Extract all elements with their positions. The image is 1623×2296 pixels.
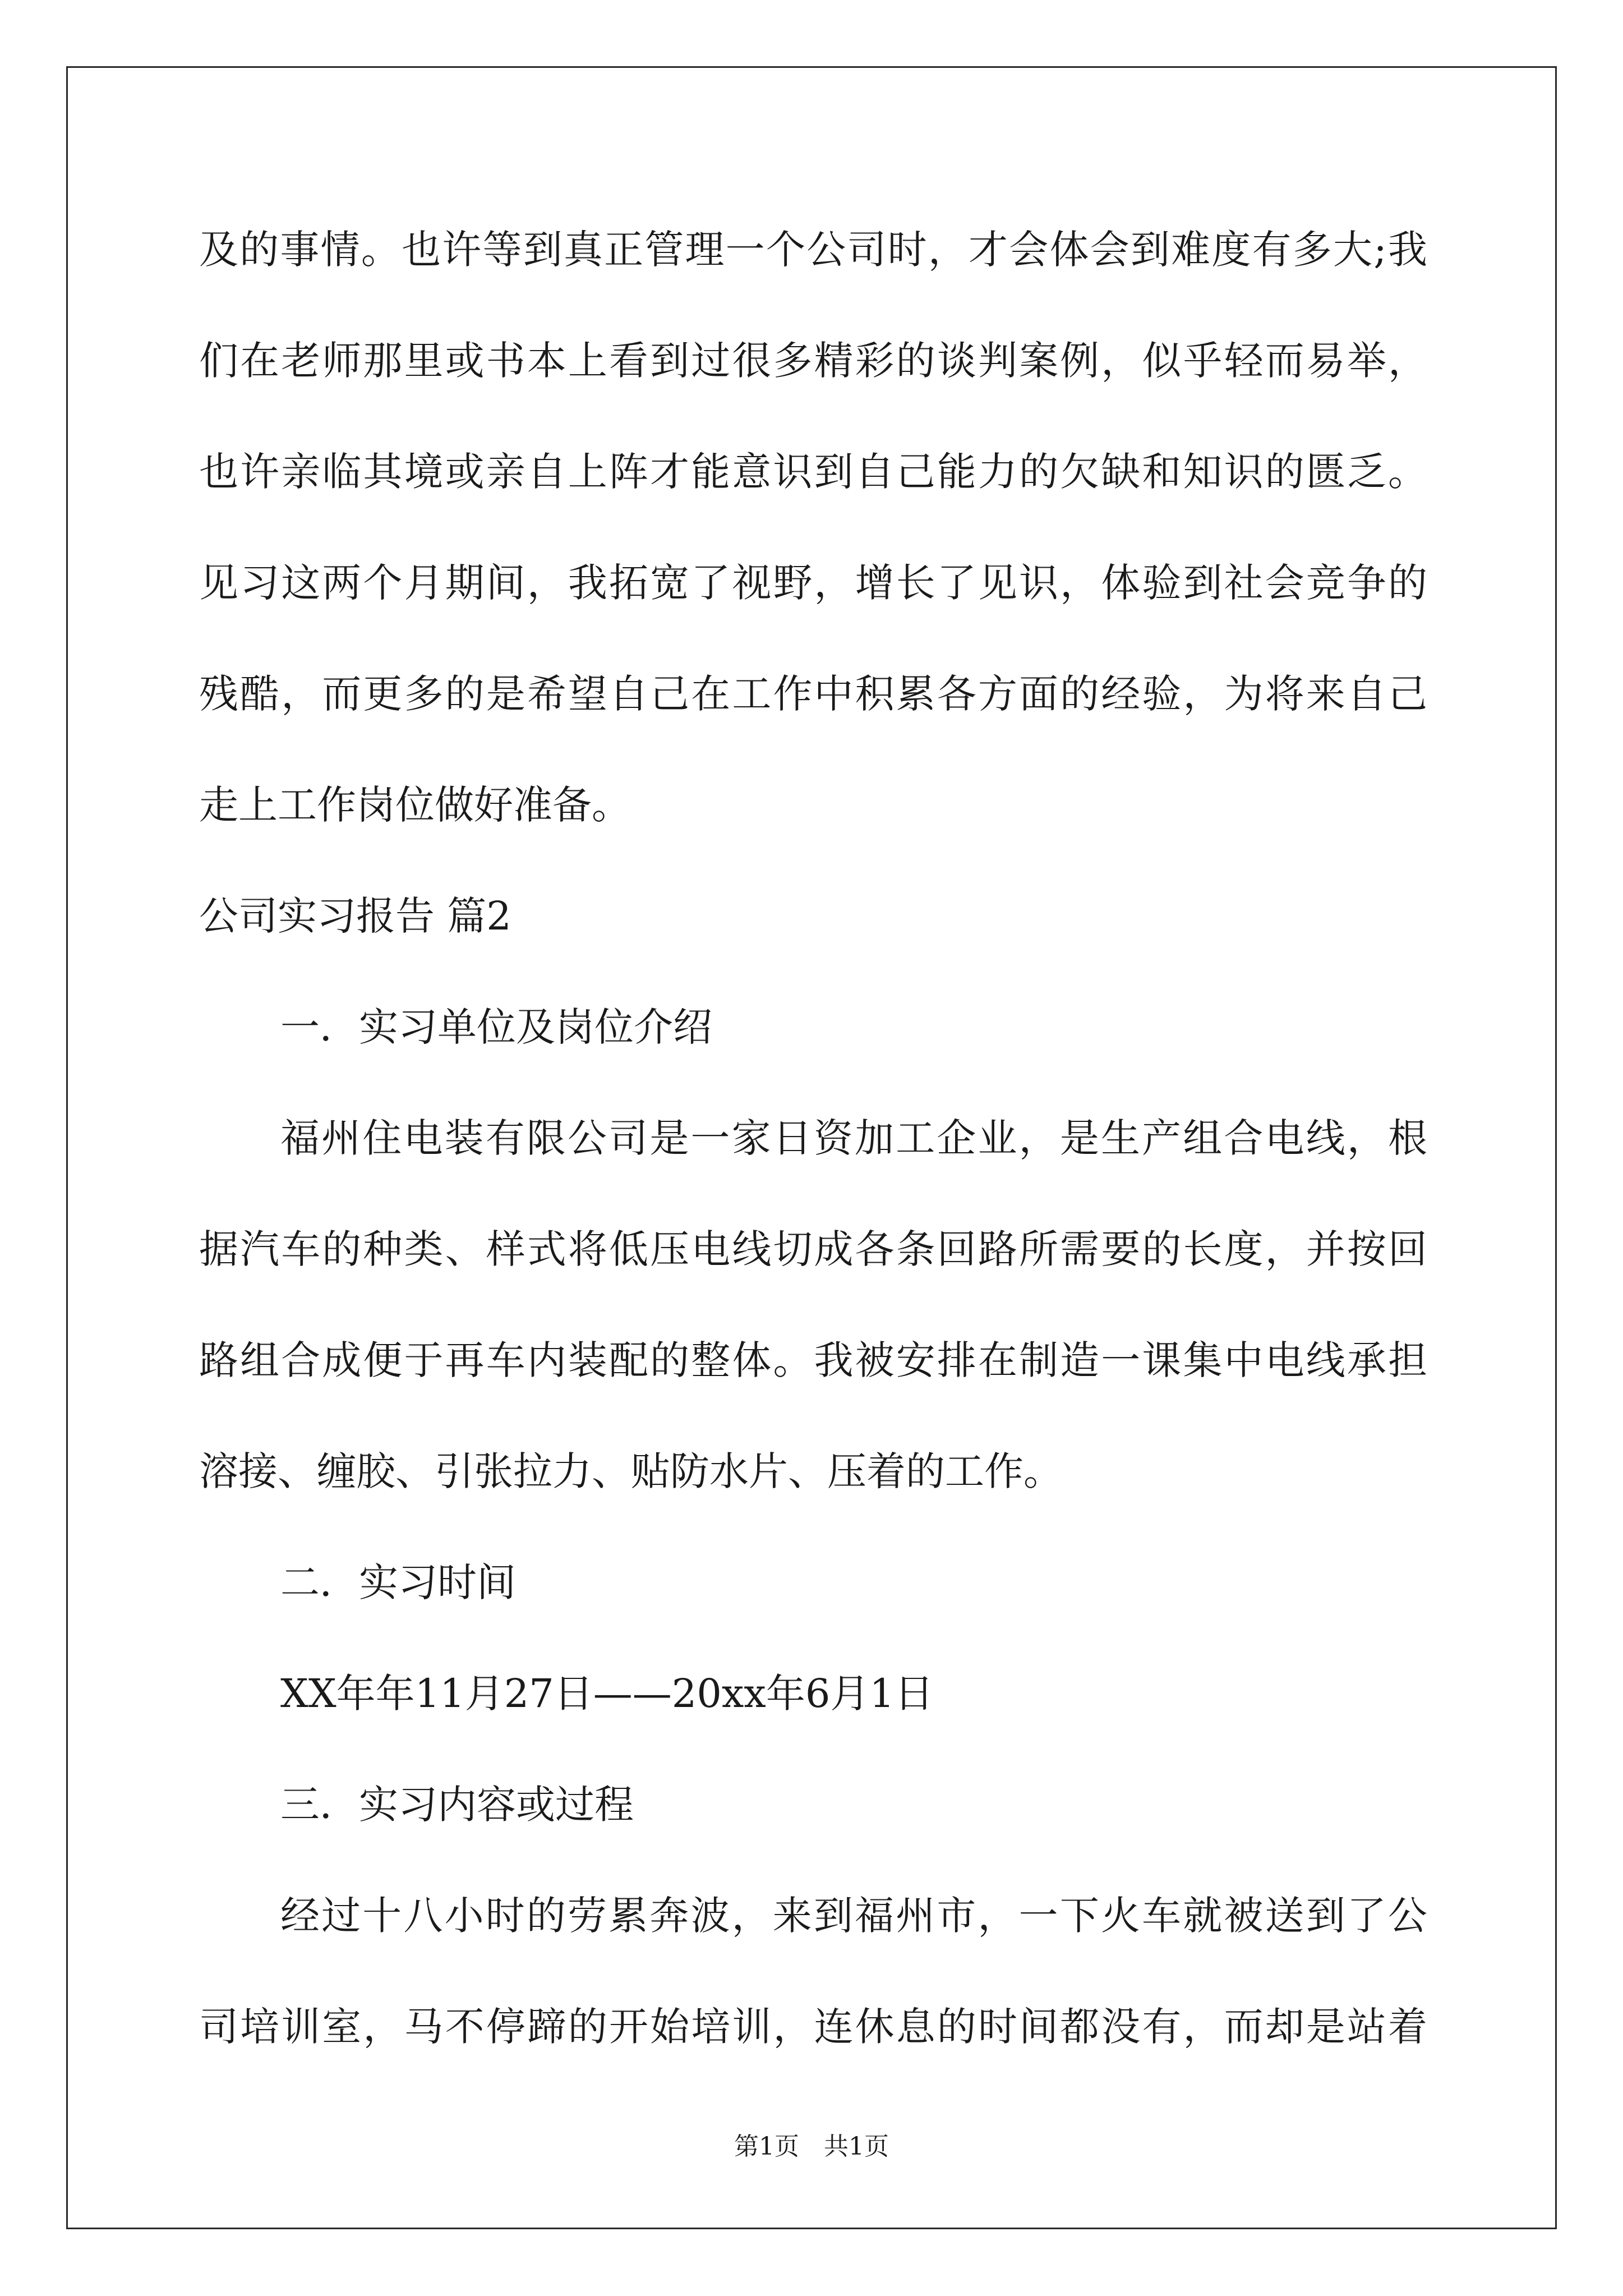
subsection-heading: 三．实习内容或过程: [280, 1782, 634, 1828]
paragraph-line: 福州住电装有限公司是一家日资加工企业，是生产组合电线，根: [280, 1115, 1427, 1161]
section-heading: 公司实习报告 篇2: [199, 893, 511, 939]
paragraph-line: 残酷，而更多的是希望自己在工作中积累各方面的经验，为将来自己: [199, 671, 1427, 717]
paragraph-line: 们在老师那里或书本上看到过很多精彩的谈判案例，似乎轻而易举，: [199, 338, 1427, 384]
paragraph-line: 走上工作岗位做好准备。: [199, 782, 631, 828]
paragraph-line: 及的事情。也许等到真正管理一个公司时，才会体会到难度有多大;我: [199, 227, 1427, 273]
paragraph-line: 司培训室，马不停蹄的开始培训，连休息的时间都没有，而却是站着: [199, 2004, 1427, 2050]
subsection-heading: 一．实习单位及岗位介绍: [280, 1004, 712, 1050]
date-range: XX年年11月27日——20xx年6月1日: [280, 1671, 934, 1717]
subsection-heading: 二．实习时间: [280, 1559, 516, 1605]
paragraph-line: 路组合成便于再车内装配的整体。我被安排在制造一课集中电线承担: [199, 1337, 1427, 1383]
paragraph-line: 见习这两个月期间，我拓宽了视野，增长了见识，体验到社会竞争的: [199, 560, 1427, 606]
page-footer: [0, 2134, 1623, 2159]
paragraph-line: 也许亲临其境或亲自上阵才能意识到自己能力的欠缺和知识的匮乏。: [199, 449, 1427, 495]
paragraph-line: 溶接、缠胶、引张拉力、贴防水片、压着的工作。: [199, 1448, 1063, 1494]
page-number: 第1页: [734, 2132, 799, 2161]
paragraph-line: 据汽车的种类、样式将低压电线切成各条回路所需要的长度，并按回: [199, 1226, 1427, 1272]
page-total: 共1页: [824, 2132, 889, 2161]
paragraph-line: 经过十八小时的劳累奔波，来到福州市，一下火车就被送到了公: [280, 1893, 1427, 1939]
document-body: [199, 227, 1427, 2118]
